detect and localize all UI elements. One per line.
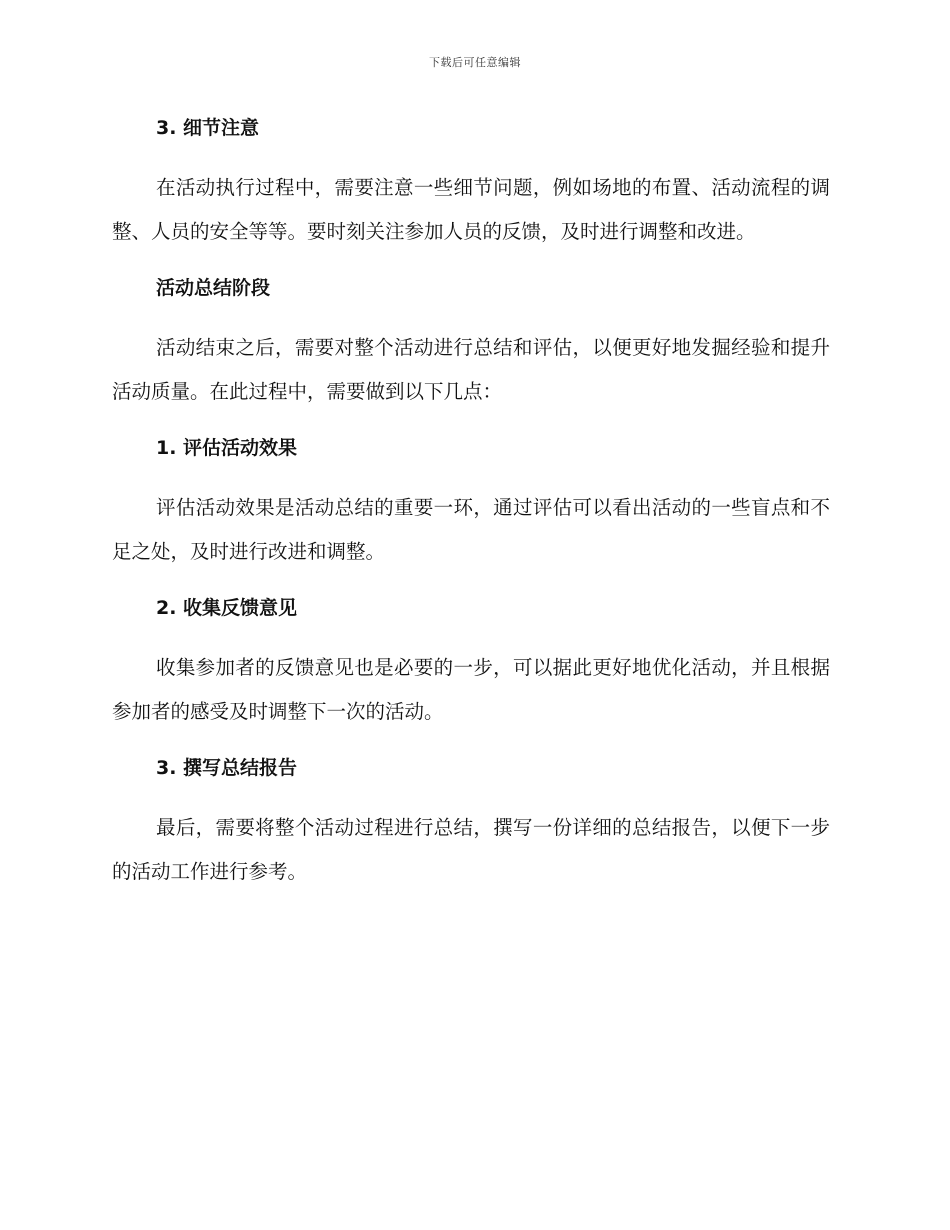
section-heading-detail-notes: 3. 细节注意	[156, 117, 260, 139]
paragraph-summary-phase: 活动结束之后，需要对整个活动进行总结和评估，以便更好地发掘经验和提升活动质量。在此过程中，需要做到以下几点：	[112, 336, 830, 403]
section-heading-summary-phase: 活动总结阶段	[156, 277, 271, 299]
paragraph-write-report: 最后，需要将整个活动过程进行总结，撰写一份详细的总结报告，以便下一步的活动工作进行参考。	[112, 816, 830, 883]
section-heading-write-report: 3. 撰写总结报告	[156, 757, 298, 779]
paragraph-detail-notes: 在活动执行过程中，需要注意一些细节问题，例如场地的布置、活动流程的调整、人员的安全等等。要时刻关注参加人员的反馈，及时进行调整和改进。	[112, 176, 830, 243]
paragraph-evaluate-effect: 评估活动效果是活动总结的重要一环，通过评估可以看出活动的一些盲点和不足之处，及时进行改进和调整。	[112, 496, 830, 563]
section-heading-evaluate-effect: 1. 评估活动效果	[156, 437, 298, 459]
section-heading-collect-feedback: 2. 收集反馈意见	[156, 597, 298, 619]
paragraph-collect-feedback: 收集参加者的反馈意见也是必要的一步，可以据此更好地优化活动，并且根据参加者的感受及时调整下一次的活动。	[112, 656, 830, 723]
document-body	[112, 108, 830, 908]
page-header: 下载后可任意编辑	[429, 56, 521, 69]
